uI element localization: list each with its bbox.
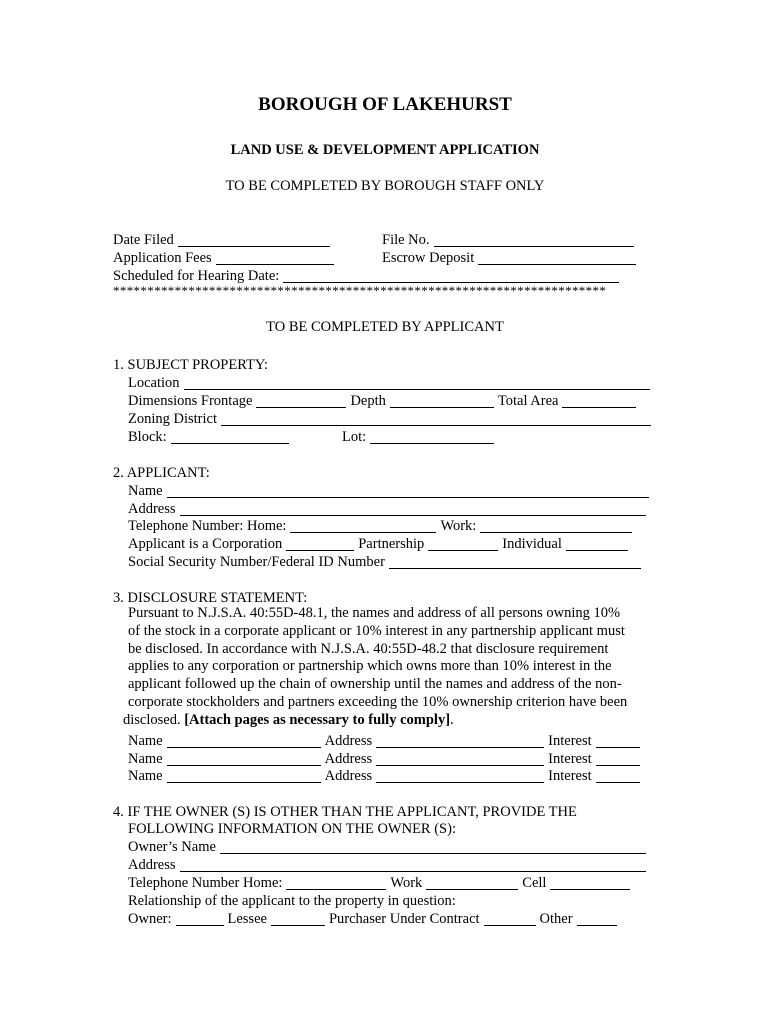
disclosure-line: applicant followed up the chain of ownership until the names and address of the non- — [128, 676, 622, 693]
owner-work-field[interactable] — [426, 876, 518, 890]
block-row — [128, 428, 293, 446]
telephone-work-label: Work: — [440, 518, 477, 534]
owner-address-field[interactable] — [180, 858, 646, 872]
partnership-label: Partnership — [358, 536, 425, 552]
depth-field[interactable] — [390, 394, 494, 408]
disclosure-line: Pursuant to N.J.S.A. 40:55D-48.1, the names and address of all persons owning 10% — [128, 605, 621, 621]
owner-cell-label: Cell — [522, 875, 547, 891]
relationship-options-row — [128, 910, 621, 928]
telephone-home-field[interactable] — [290, 519, 436, 533]
total-area-field[interactable] — [562, 394, 636, 408]
applicant-address-row — [128, 500, 650, 518]
disclosure-row-2: Name Address Interest — [128, 750, 644, 768]
total-area-label: Total Area — [497, 393, 559, 409]
individual-label: Individual — [502, 536, 562, 552]
zoning-district-row — [128, 410, 655, 428]
corporation-label: Applicant is a Corporation — [128, 536, 283, 552]
applicant-name-label: Name — [128, 483, 163, 499]
disclosure-last-line: disclosed. [Attach pages as necessary to fully comply]. — [123, 711, 454, 728]
disclosure-interest-field[interactable] — [596, 769, 640, 783]
section4-heading-cont: FOLLOWING INFORMATION ON THE OWNER (S): — [128, 821, 456, 837]
disclosure-line: corporate stockholders and partners exceeding the 10% ownership criterion have been — [128, 693, 628, 710]
section1-heading: 1. SUBJECT PROPERTY: — [113, 357, 269, 373]
disclosure-line: applies to any corporation or partnership which owns more than 10% interest in the — [128, 658, 612, 675]
owner-telephone-row — [128, 874, 634, 892]
application-fees-field[interactable] — [216, 251, 334, 265]
zoning-district-label: Zoning District — [128, 411, 218, 427]
other-option-label: Other — [539, 911, 573, 927]
file-no-label: File No. — [382, 232, 430, 248]
block-label: Block: — [128, 429, 167, 445]
hearing-date-field[interactable] — [283, 269, 619, 283]
application-fees-row — [113, 249, 338, 267]
disclosure-address-field[interactable] — [376, 734, 544, 748]
disclosure-address-field[interactable] — [376, 752, 544, 766]
owner-telephone-home-label: Telephone Number Home: — [128, 875, 283, 891]
lot-label: Lot: — [342, 429, 367, 445]
attach-pages-note: [Attach pages as necessary to fully comply] — [184, 711, 451, 728]
ssn-field[interactable] — [389, 555, 641, 569]
date-filed-field[interactable] — [178, 233, 330, 247]
depth-label: Depth — [350, 393, 386, 409]
owner-option-label: Owner: — [128, 911, 172, 927]
disclosure-row-3: Name Address Interest — [128, 767, 644, 785]
location-field[interactable] — [184, 376, 650, 390]
disclosure-line: be disclosed. In accordance with N.J.S.A. 40:55D-48.2 that disclosure requirement — [128, 640, 609, 657]
individual-field[interactable] — [566, 537, 628, 551]
owner-telephone-home-field[interactable] — [286, 876, 386, 890]
lessee-option-label: Lessee — [227, 911, 267, 927]
escrow-deposit-label: Escrow Deposit — [382, 250, 475, 266]
owner-address-row — [128, 856, 650, 874]
file-no-row — [382, 231, 638, 249]
disclosure-row-1: Name Address Interest — [128, 732, 644, 750]
date-filed-row — [113, 231, 334, 249]
owner-work-label: Work — [390, 875, 423, 891]
lessee-option-field[interactable] — [271, 912, 325, 926]
dimensions-row — [128, 392, 640, 410]
hearing-date-label: Scheduled for Hearing Date: — [113, 268, 280, 284]
disclosure-name-field[interactable] — [167, 769, 321, 783]
ssn-row — [128, 553, 645, 571]
location-row — [128, 374, 654, 392]
disclosure-interest-field[interactable] — [596, 752, 640, 766]
applicant-telephone-row — [128, 517, 636, 535]
escrow-deposit-row — [382, 249, 640, 267]
disclosure-name-field[interactable] — [167, 734, 321, 748]
date-filed-label: Date Filed — [113, 232, 174, 248]
escrow-deposit-field[interactable] — [478, 251, 636, 265]
applicant-note: TO BE COMPLETED BY APPLICANT — [266, 319, 504, 335]
telephone-work-field[interactable] — [480, 519, 632, 533]
owners-name-label: Owner’s Name — [128, 839, 216, 855]
disclosure-line: of the stock in a corporate applicant or 10% interest in any partnership applicant must — [128, 622, 625, 639]
hearing-date-row — [113, 267, 623, 285]
owner-option-field[interactable] — [176, 912, 224, 926]
telephone-home-label: Telephone Number: Home: — [128, 518, 287, 534]
disclosure-name-field[interactable] — [167, 752, 321, 766]
disclosure-address-field[interactable] — [376, 769, 544, 783]
owner-address-label: Address — [128, 857, 176, 873]
ssn-label: Social Security Number/Federal ID Number — [128, 554, 385, 570]
applicant-name-field[interactable] — [167, 484, 649, 498]
staff-only-note: TO BE COMPLETED BY BOROUGH STAFF ONLY — [225, 178, 545, 194]
other-option-field[interactable] — [577, 912, 617, 926]
location-label: Location — [128, 375, 180, 391]
form-subtitle: LAND USE & DEVELOPMENT APPLICATION — [230, 142, 540, 158]
section-divider: ************************************************************************ — [113, 285, 607, 297]
disclosure-interest-field[interactable] — [596, 734, 640, 748]
owners-name-row — [128, 838, 650, 856]
dimensions-frontage-label: Dimensions Frontage — [128, 393, 253, 409]
disclosure-text — [123, 605, 658, 730]
section4-heading: 4. IF THE OWNER (S) IS OTHER THAN THE APPLICANT, PROVIDE THE — [113, 804, 577, 820]
purchaser-option-label: Purchaser Under Contract — [328, 911, 480, 927]
file-no-field[interactable] — [434, 233, 634, 247]
form-title: BOROUGH OF LAKEHURST — [258, 94, 512, 115]
corporation-field[interactable] — [286, 537, 354, 551]
applicant-address-label: Address — [128, 501, 176, 517]
frontage-field[interactable] — [256, 394, 346, 408]
lot-field[interactable] — [370, 430, 494, 444]
applicant-type-row — [128, 535, 632, 553]
applicant-address-field[interactable] — [180, 502, 646, 516]
partnership-field[interactable] — [428, 537, 498, 551]
applicant-name-row — [128, 482, 653, 500]
lot-row — [342, 428, 498, 446]
section2-heading: 2. APPLICANT: — [113, 465, 210, 481]
application-fees-label: Application Fees — [113, 250, 212, 266]
zoning-district-field[interactable] — [221, 412, 651, 426]
relationship-row: Relationship of the applicant to the property in question: — [128, 893, 456, 909]
owners-name-field[interactable] — [220, 840, 646, 854]
section3-heading: 3. DISCLOSURE STATEMENT: — [113, 590, 308, 606]
block-field[interactable] — [171, 430, 289, 444]
purchaser-option-field[interactable] — [484, 912, 536, 926]
owner-cell-field[interactable] — [550, 876, 630, 890]
